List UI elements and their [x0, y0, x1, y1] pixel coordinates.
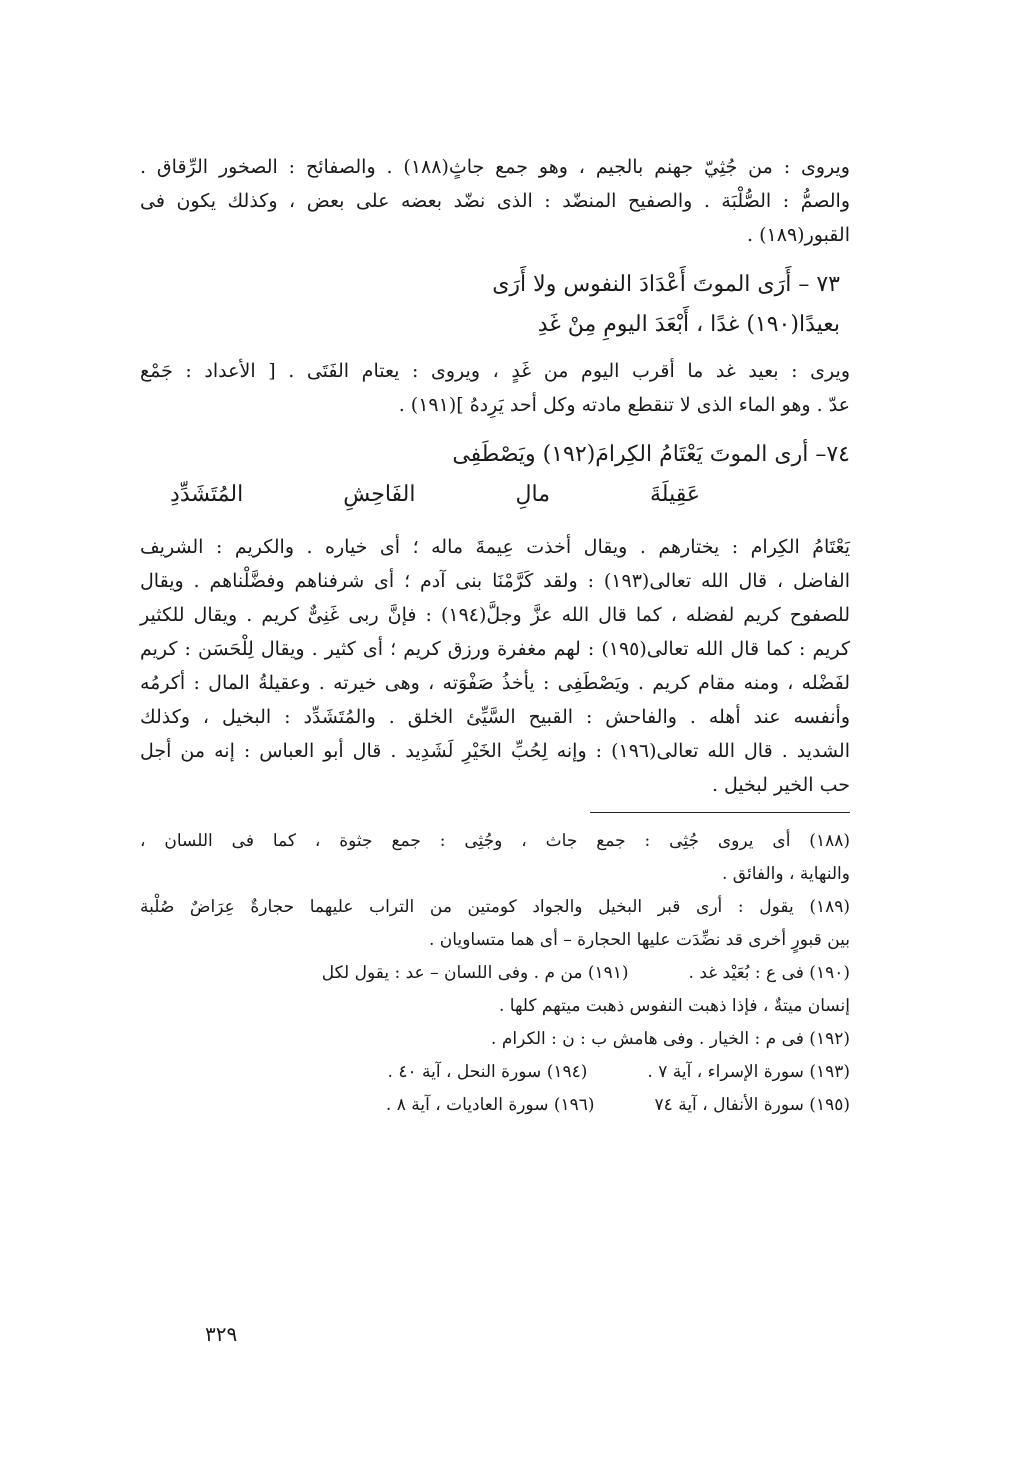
- footnote-line: والنهاية ، والفائق .: [721, 864, 850, 884]
- footnote-line: إنسان ميتةٌ ، فإذا ذهبت النفوس ذهبت ميتهم كلها .: [498, 996, 850, 1016]
- text-line: الشديد . قال الله تعالى(١٩٦) : وإنه لِحُبِّ الخَيْرِ لَشَدِيد . قال أبو العباس : إنه من أجل: [140, 740, 850, 762]
- verse-word: الفَاحِشِ: [343, 482, 416, 507]
- text-line: ويرى : بعيد غد ما أقرب اليوم من غَدٍ ، ويروى : يعتام الفَتَى . [ الأعداد : جَمْع: [140, 360, 850, 382]
- verse-word: عَقِيلَةَ: [650, 482, 700, 507]
- text-line: ويروى : من جُثِيّ جهنم بالجيم ، وهو جمع جاثٍ(١٨٨) . والصفائح : الصخور الرِّقاق .: [140, 156, 850, 178]
- footnote-194: (١٩٤) سورة النحل ، آية ٤٠ .: [387, 1062, 588, 1082]
- footnote-191: (١٩١) من م . وفى اللسان – عد : يقول لكل: [321, 963, 629, 983]
- text-line: الفاضل ، قال الله تعالى(١٩٣) : ولقد كَرَّمْنَا بنى آدم ؛ أى شرفناهم وفضَّلْناهم . ويقال: [140, 570, 850, 592]
- footnote-190: (١٩٠) فى ع : بُعَيْد غد .: [688, 963, 850, 983]
- commentary-74: [140, 530, 850, 802]
- text-line: القبور(١٨٩) .: [747, 224, 850, 246]
- footnote-line: [140, 957, 850, 990]
- commentary-73: [140, 354, 850, 422]
- footnote-195: (١٩٥) سورة الأنفال ، آية ٧٤: [654, 1095, 850, 1115]
- text-line: للصفوح كريم لفضله ، كما قال الله عزَّ وجلَّ(١٩٤) : فإنَّ ربى غَنِىٌّ كريم . ويقال للكثير: [140, 604, 851, 626]
- footnotes: [140, 825, 850, 1122]
- footnote-line: بين قبورٍ أخرى قد نضِّدَت عليها الحجارة – أى هما متساويان .: [428, 930, 850, 950]
- verse-hemistich-2: [140, 476, 850, 516]
- verse-word: المُتَشَدِّدِ: [170, 482, 244, 507]
- text-line: يَعْتَامُ الكِرام : يختارهم . ويقال أخذت عِيمةَ ماله ؛ أى خياره . والكريم : الشريف: [140, 536, 850, 558]
- text-line: والصمُّ : الصُّلْبَة . والصفيح المنضّد : الذى نضّد بعضه على بعض ، وكذلك يكون فى: [140, 190, 850, 212]
- footnote-196: (١٩٦) سورة العاديات ، آية ٨ .: [385, 1095, 595, 1115]
- verse-word: مالِ: [515, 482, 550, 507]
- verse-hemistich-1: ٧٤– أرى الموتَ يَعْتَامُ الكِرامَ(١٩٢) ويَصْطَفِى: [452, 442, 850, 467]
- footnote-line: (١٨٩) يقول : أرى قبر البخيل والجواد كومتين من التراب عليهما حجارةٌ عِرَاضٌ صُلْبة: [140, 897, 850, 917]
- page-body: [140, 150, 850, 1122]
- page-number: ٣٢٩: [205, 1322, 238, 1346]
- text-line: لفَضْله ، ومنه مقام كريم . ويَصْطَفِى : يأخذُ صَفْوَته ، وهى خيرته . وعقيلةُ المال : أكرمُه: [140, 672, 850, 694]
- text-line: عدّ . وهو الماء الذى لا تنقطع مادته وكل أحد يَرِدهُ ](١٩١) .: [398, 394, 850, 416]
- text-line: كريم : كما قال الله تعالى(١٩٥) : لهم مغفرة ورزق كريم ؛ أى كثير . ويقال لِلْحَسَن : كريم: [140, 638, 851, 660]
- footnote-line: [140, 1056, 850, 1089]
- text-line: وأنفسه عند أهله . والفاحش : القبيح السَّيِّئ الخلق . والمُتَشَدِّد : البخيل ، وكذلك: [140, 706, 850, 728]
- verse-hemistich-1: ٧٣ – أَرَى الموتَ أَعْدَادَ النفوس ولا أَرَى: [492, 272, 840, 297]
- footnote-line: (١٨٨) أى يروى جُثِى : جمع جاث ، وجُثِى : جمع جثوة ، كما فى اللسان ،: [140, 831, 850, 851]
- footnote-divider: [590, 812, 850, 813]
- footnote-line: [140, 1089, 850, 1122]
- verse-hemistich-2: بعيدًا(١٩٠) غدًا ، أَبْعَدَ اليومِ مِنْ غَدِ: [537, 312, 840, 337]
- verse-74: [140, 436, 850, 516]
- footnote-193: (١٩٣) سورة الإسراء ، آية ٧ .: [647, 1062, 850, 1082]
- footnote-192: (١٩٢) فى م : الخيار . وفى هامش ب : ن : الكرام .: [491, 1029, 850, 1049]
- intro-paragraph: [140, 150, 850, 252]
- verse-73: [140, 266, 850, 346]
- text-line: حب الخير لبخيل .: [711, 774, 850, 796]
